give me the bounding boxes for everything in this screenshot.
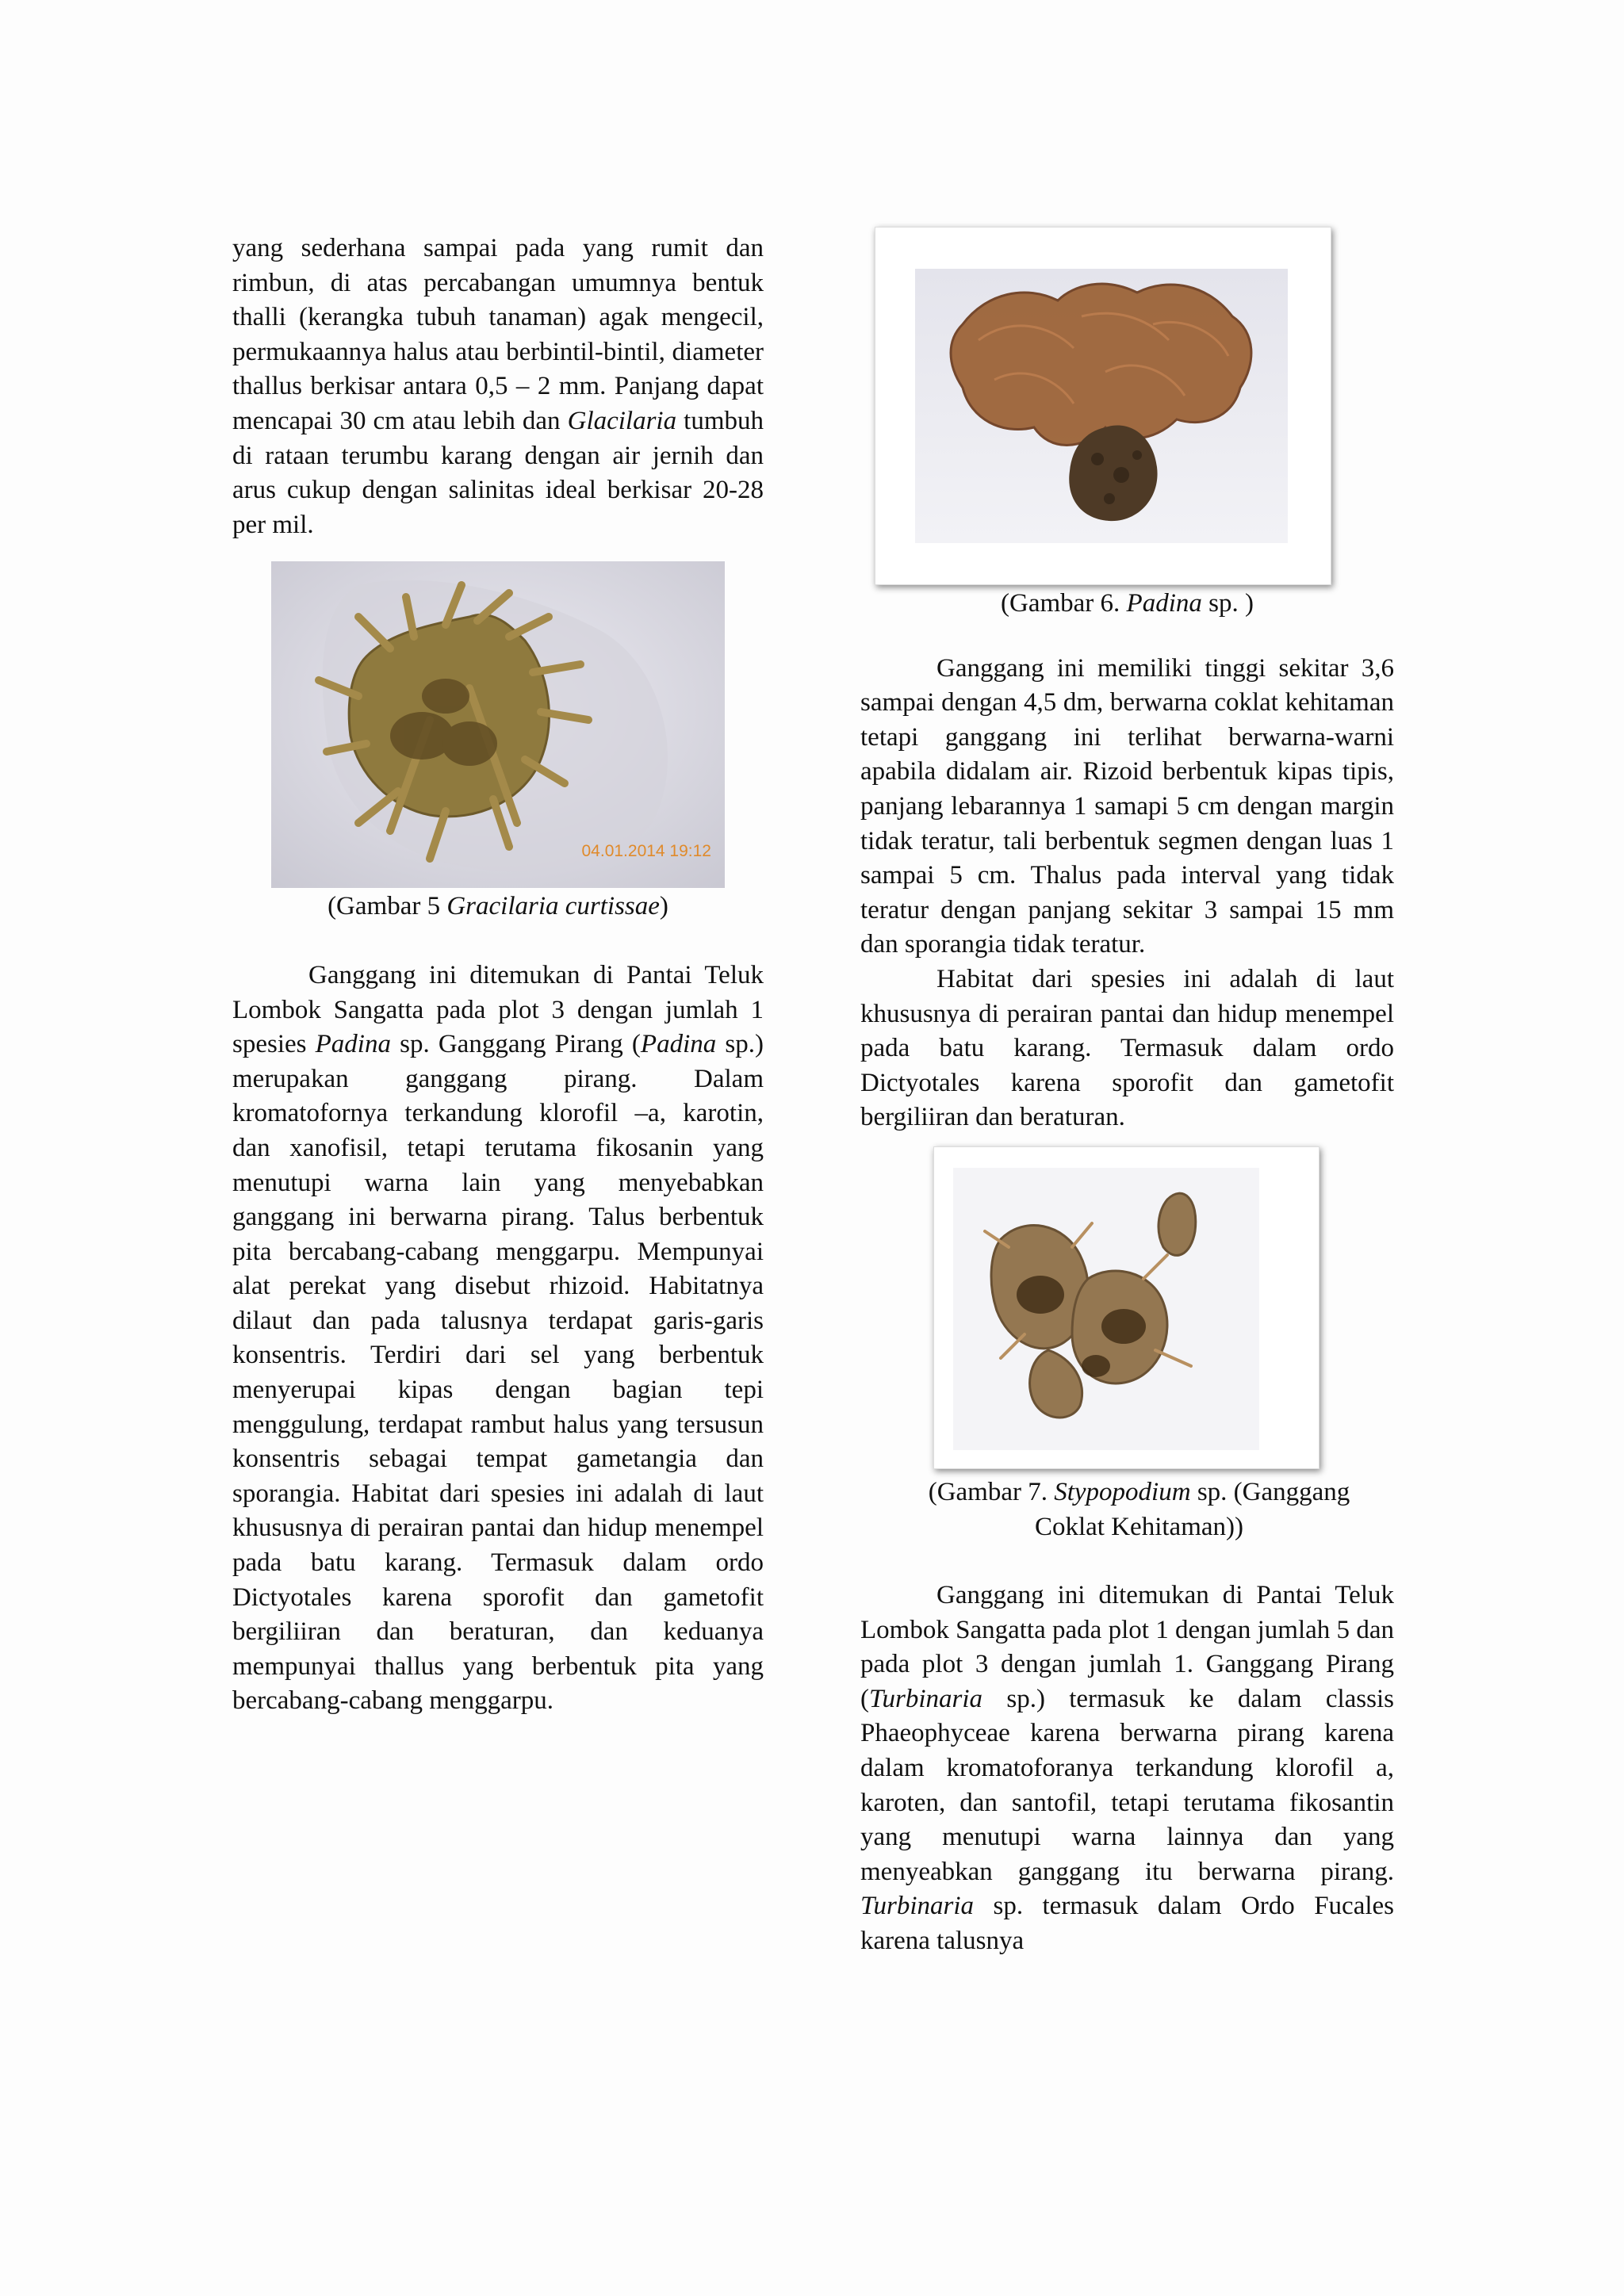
figure-6-caption: (Gambar 6. Padina sp. ) xyxy=(1001,589,1254,618)
padina-photo xyxy=(915,269,1288,543)
paragraph-padina xyxy=(232,959,764,1719)
text-run: Ganggang ini memiliki tinggi sekitar 3,6 sampai dengan 4,5 dm, berwarna coklat kehitaman tetapi ganggang ini terlihat berwarna-warni apabila didalam air. Rizoid berbentuk kipas tipis, panjang lebarannya 1 samapi 5 cm dengan margin tidak teratur, tali berbentuk segmen dengan luas 1 sampai 5 cm. Thalus pada interval yang tidak teratur dengan panjang sekitar 3 sampai 15 mm dan sporangia tidak teratur. xyxy=(860,653,1394,959)
text-run: Ganggang ini ditemukan di Pantai Teluk Lombok Sangatta pada plot 1 dengan jumlah 5 dan pada plot 3 dengan jumlah 1. Ganggang Pirang ( xyxy=(860,1581,1394,1713)
gracilaria-photo xyxy=(271,561,725,888)
paragraph-glacilaria xyxy=(232,232,764,542)
text-run: sp. Ganggang Pirang ( xyxy=(390,1030,641,1059)
italic-term: Padina xyxy=(315,1030,391,1059)
text-run: sp. termasuk dalam Ordo Fucales karena talusnya xyxy=(860,1892,1394,1956)
figure-5 xyxy=(271,561,725,888)
stypopodium-photo xyxy=(953,1168,1259,1450)
paragraph-padina-habitat xyxy=(860,962,1394,1135)
italic-term: Turbinaria xyxy=(869,1684,983,1713)
text-run: sp.) merupakan ganggang pirang. Dalam kromatofornya terkandung klorofil –a, karotin, dan xanofisil, tetapi terutama fikosanin yang menutupi warna lain yang menyebabkan ganggang ini berwarna pirang. Talus berbentuk pita bercabang-cabang menggarpu. Mempunyai alat perekat yang disebut rhizoid. Habitatnya dilaut dan pada talusnya terdapat garis-garis konsentris. Terdiri dari sel yang berbentuk menyerupai kipas dengan bagian tepi menggulung, terdapat rambut halus yang tersusun konsentris sebagai tempat gametangia dan sporangia. Habitat dari spesies ini adalah di laut khususnya di perairan pantai dan hidup menempel pada batu karang. Termasuk dalam ordo Dictyotales karena sporofit dan gametofit bergiliiran dan beraturan, dan keduanya mempunyai thallus yang berbentuk pita yang bercabang-cabang menggarpu. xyxy=(232,1030,764,1716)
italic-term: Turbinaria xyxy=(860,1892,975,1921)
figure-6 xyxy=(875,227,1331,585)
text-run: Habitat dari spesies ini adalah di laut khususnya di perairan pantai dan hidup menempel pada batu karang. Termasuk dalam ordo Dictyotales karena sporofit dan gametofit bergiliiran dan beraturan. xyxy=(860,964,1394,1132)
paragraph-turbinaria xyxy=(860,1578,1394,1959)
figure-5-caption: (Gambar 5 Gracilaria curtissae) xyxy=(327,892,668,921)
figure-7-caption: (Gambar 7. Stypopodium sp. (Ganggang Coklat Kehitaman)) xyxy=(928,1477,1350,1541)
left-column xyxy=(232,232,764,1719)
photo-timestamp: 04.01.2014 19:12 xyxy=(581,842,711,861)
text-run: Ganggang ini ditemukan di Pantai Teluk Lombok Sangatta pada plot 3 dengan jumlah 1 spesies xyxy=(232,960,764,1059)
text-run: sp.) termasuk ke dalam classis Phaeophyceae karena berwarna pirang karena dalam kromatoforanya terkandung klorofil a, karoten, dan santofil, tetapi terutama fikosantin yang menutupi warna lainnya dan yang menyeabkan ganggang itu berwarna pirang. xyxy=(860,1684,1394,1886)
paragraph-padina-height xyxy=(860,652,1394,962)
text-run: yang sederhana sampai pada yang rumit dan rimbun, di atas percabangan umumnya bentuk thalli (kerangka tubuh tanaman) agak mengecil, permukaannya halus atau berbintil-bintil, diameter thallus berkisar antara 0,5 – 2 mm. Panjang dapat mencapai 30 cm atau lebih dan xyxy=(232,234,764,435)
figure-7 xyxy=(933,1146,1320,1469)
italic-term: Glacilaria xyxy=(567,406,677,435)
italic-term: Padina xyxy=(640,1030,717,1059)
right-column xyxy=(860,232,1394,1959)
text-run: tumbuh di rataan terumbu karang dengan air jernih dan arus cukup dengan salinitas ideal berkisar 20-28 per mil. xyxy=(232,406,764,539)
